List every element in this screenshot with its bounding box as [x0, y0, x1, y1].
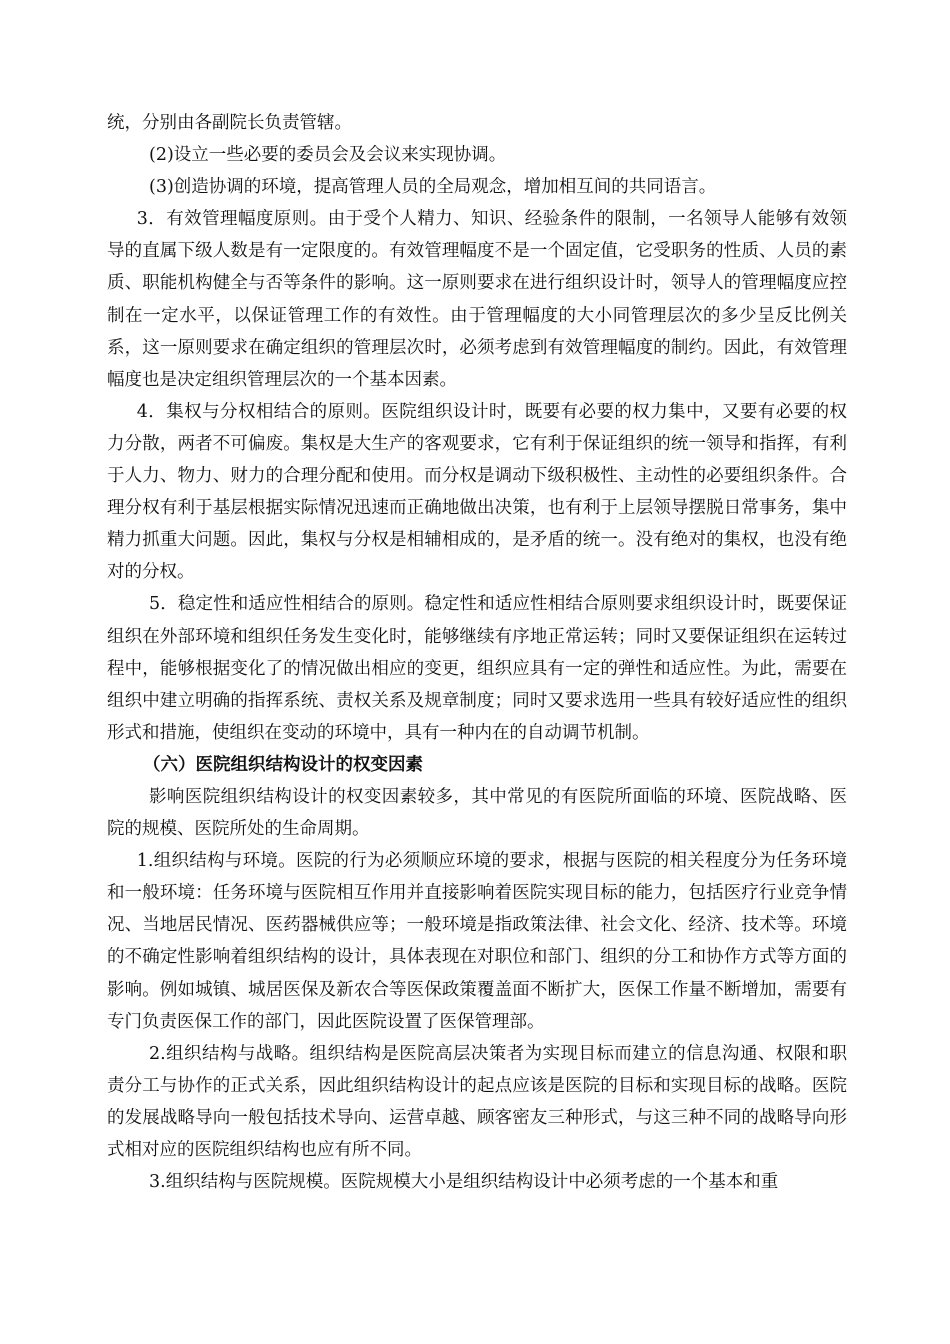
paragraph: 3.组织结构与医院规模。医院规模大小是组织结构设计中必须考虑的一个基本和重: [149, 1172, 779, 1193]
document-page: [107, 107, 847, 1198]
paragraph: 2.组织结构与战略。组织结构是医院高层决策者为实现目标而建立的信息沟通、权限和职责分工与协作的正式关系，因此组织结构设计的起点应该是医院的目标和实现目标的战略。医院的发展战略导向一般包括技术导向、运营卓越、顾客密友三种形式，与这三种不同的战略导向形式相对应的医院组织结构也应有所不同。: [107, 1043, 847, 1160]
paragraph: (2)设立一些必要的委员会及会议来实现协调。: [149, 145, 507, 166]
paragraph: 4．集权与分权相结合的原则。医院组织设计时，既要有必要的权力集中，又要有必要的权力分散，两者不可偏废。集权是大生产的客观要求，它有利于保证组织的统一领导和指挥，有利于人力、物力、财力的合理分配和使用。而分权是调动下级积极性、主动性的必要组织条件。合理分权有利于基层根据实际情况迅速而正确地做出决策，也有利于上层领导摆脱日常事务，集中精力抓重大问题。因此，集权与分权是相辅相成的，是矛盾的统一。没有绝对的集权，也没有绝对的分权。: [107, 401, 847, 583]
paragraph: 3．有效管理幅度原则。由于受个人精力、知识、经验条件的限制，一名领导人能够有效领导的直属下级人数是有一定限度的。有效管理幅度不是一个固定值，它受职务的性质、人员的素质、职能机构健全与否等条件的影响。这一原则要求在进行组织设计时，领导人的管理幅度应控制在一定水平，以保证管理工作的有效性。由于管理幅度的大小同管理层次的多少呈反比例关系，这一原则要求在确定组织的管理层次时，必须考虑到有效管理幅度的制约。因此，有效管理幅度也是决定组织管理层次的一个基本因素。: [107, 209, 847, 390]
paragraph: 统，分别由各副院长负责管辖。: [107, 113, 352, 133]
paragraph: 5．稳定性和适应性相结合的原则。稳定性和适应性相结合原则要求组织设计时，既要保证组织在外部环境和组织任务发生变化时，能够继续有序地正常运转；同时又要保证组织在运转过程中，能够根据变化了的情况做出相应的变更，组织应具有一定的弹性和适应性。为此，需要在组织中建立明确的指挥系统、责权关系及规章制度；同时又要求选用一些具有较好适应性的组织形式和措施，使组织在变动的环境中，具有一种内在的自动调节机制。: [107, 594, 847, 743]
paragraph: (3)创造协调的环境，提高管理人员的全局观念，增加相互间的共同语言。: [149, 177, 717, 198]
paragraph: 1.组织结构与环境。医院的行为必须顺应环境的要求，根据与医院的相关程度分为任务环境和一般环境：任务环境与医院相互作用并直接影响着医院实现目标的能力，包括医疗行业竞争情况、当地居民情况、医药器械供应等；一般环境是指政策法律、社会文化、经济、技术等。环境的不确定性影响着组织结构的设计，具体表现在对职位和部门、组织的分工和协作方式等方面的影响。例如城镇、城居医保及新农合等医保政策覆盖面不断扩大，医保工作量不断增加，需要有专门负责医保工作的部门，因此医院设置了医保管理部。: [107, 851, 847, 1032]
section-heading: （六）医院组织结构设计的权变因素: [143, 754, 423, 775]
paragraph: 影响医院组织结构设计的权变因素较多，其中常见的有医院所面临的环境、医院战略、医院的规模、医院所处的生命周期。: [107, 786, 847, 840]
